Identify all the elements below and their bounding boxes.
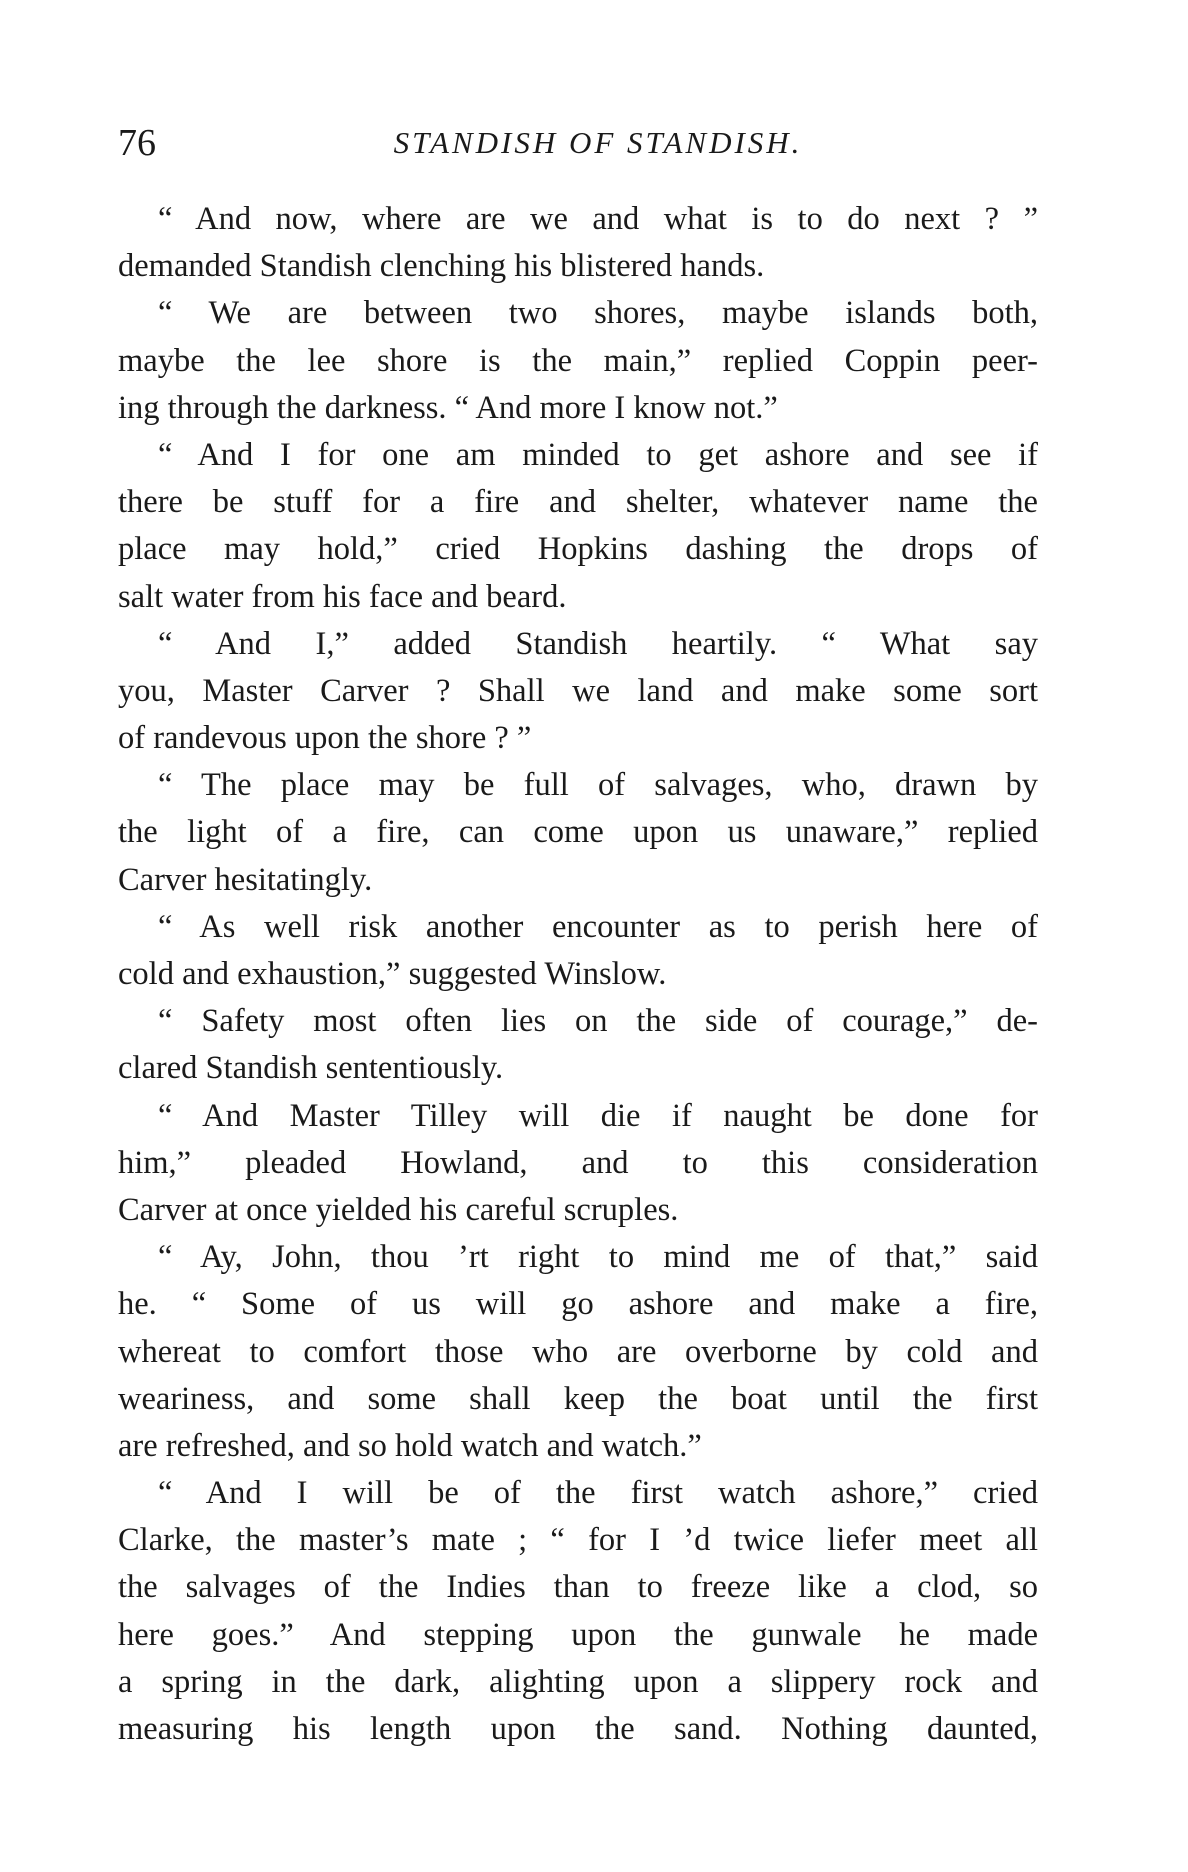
text-line: the light of a fire, can come upon us unaware,” replied bbox=[118, 814, 1038, 851]
paragraph bbox=[118, 762, 1038, 904]
text-line: there be stuff for a fire and shelter, whatever name the bbox=[118, 484, 1038, 521]
running-title: STANDISH OF STANDISH. bbox=[393, 125, 803, 160]
text-line: cold and exhaustion,” suggested Winslow. bbox=[118, 956, 667, 992]
paragraph bbox=[118, 196, 1038, 290]
text-line: “ Safety most often lies on the side of courage,” de- bbox=[158, 1003, 1038, 1040]
text-line: him,” pleaded Howland, and to this consideration bbox=[118, 1144, 1038, 1181]
text-line: maybe the lee shore is the main,” replied Coppin peer- bbox=[118, 342, 1038, 379]
text-line: a spring in the dark, alighting upon a slippery rock and bbox=[118, 1663, 1038, 1700]
text-line: are refreshed, and so hold watch and watch.” bbox=[118, 1427, 702, 1464]
page-header bbox=[118, 118, 1038, 168]
text-line: “ And Master Tilley will die if naught be done for bbox=[158, 1097, 1038, 1134]
paragraph bbox=[118, 1470, 1038, 1753]
text-line: “ The place may be full of salvages, who, drawn by bbox=[158, 767, 1038, 804]
paragraph bbox=[118, 432, 1038, 621]
text-line: ing through the darkness. “ And more I know not.” bbox=[118, 389, 778, 426]
text-line: place may hold,” cried Hopkins dashing the drops of bbox=[118, 531, 1038, 568]
text-line: salt water from his face and beard. bbox=[118, 578, 567, 615]
text-line: here goes.” And stepping upon the gunwale he made bbox=[118, 1616, 1038, 1653]
paragraph bbox=[118, 904, 1038, 998]
text-line: weariness, and some shall keep the boat until the first bbox=[118, 1380, 1038, 1417]
text-line: of randevous upon the shore ? ” bbox=[118, 720, 532, 757]
paragraph bbox=[118, 1093, 1038, 1235]
text-line: “ We are between two shores, maybe islands both, bbox=[158, 295, 1038, 332]
text-line: Carver hesitatingly. bbox=[118, 861, 373, 898]
text-line: “ And I,” added Standish heartily. “ What say bbox=[158, 625, 1038, 662]
text-line: he. “ Some of us will go ashore and make a fire, bbox=[118, 1286, 1038, 1323]
paragraph bbox=[118, 290, 1038, 432]
text-line: the salvages of the Indies than to freeze like a clod, so bbox=[118, 1569, 1038, 1606]
text-line: “ And I for one am minded to get ashore and see if bbox=[158, 436, 1038, 473]
text-line: clared Standish sententiously. bbox=[118, 1050, 504, 1087]
paragraph bbox=[118, 998, 1038, 1092]
text-line: whereat to comfort those who are overborne by cold and bbox=[118, 1333, 1038, 1370]
text-line: “ And now, where are we and what is to do next ? ” bbox=[158, 201, 1038, 237]
text-line: you, Master Carver ? Shall we land and make some sort bbox=[118, 672, 1038, 709]
paragraph bbox=[118, 1234, 1038, 1470]
body-text bbox=[118, 196, 1038, 1753]
page-number: 76 bbox=[118, 122, 156, 164]
text-line: “ As well risk another encounter as to perish here of bbox=[158, 908, 1038, 945]
text-line: demanded Standish clenching his blistered hands. bbox=[118, 248, 765, 285]
paragraph bbox=[118, 621, 1038, 763]
text-line: “ Ay, John, thou ’rt right to mind me of that,” said bbox=[158, 1239, 1038, 1276]
text-line: Carver at once yielded his careful scruples. bbox=[118, 1191, 679, 1228]
text-line: measuring his length upon the sand. Nothing daunted, bbox=[118, 1711, 1038, 1747]
text-line: “ And I will be of the first watch ashore,” cried bbox=[158, 1475, 1038, 1512]
text-line: Clarke, the master’s mate ; “ for I ’d twice liefer meet all bbox=[118, 1522, 1038, 1559]
